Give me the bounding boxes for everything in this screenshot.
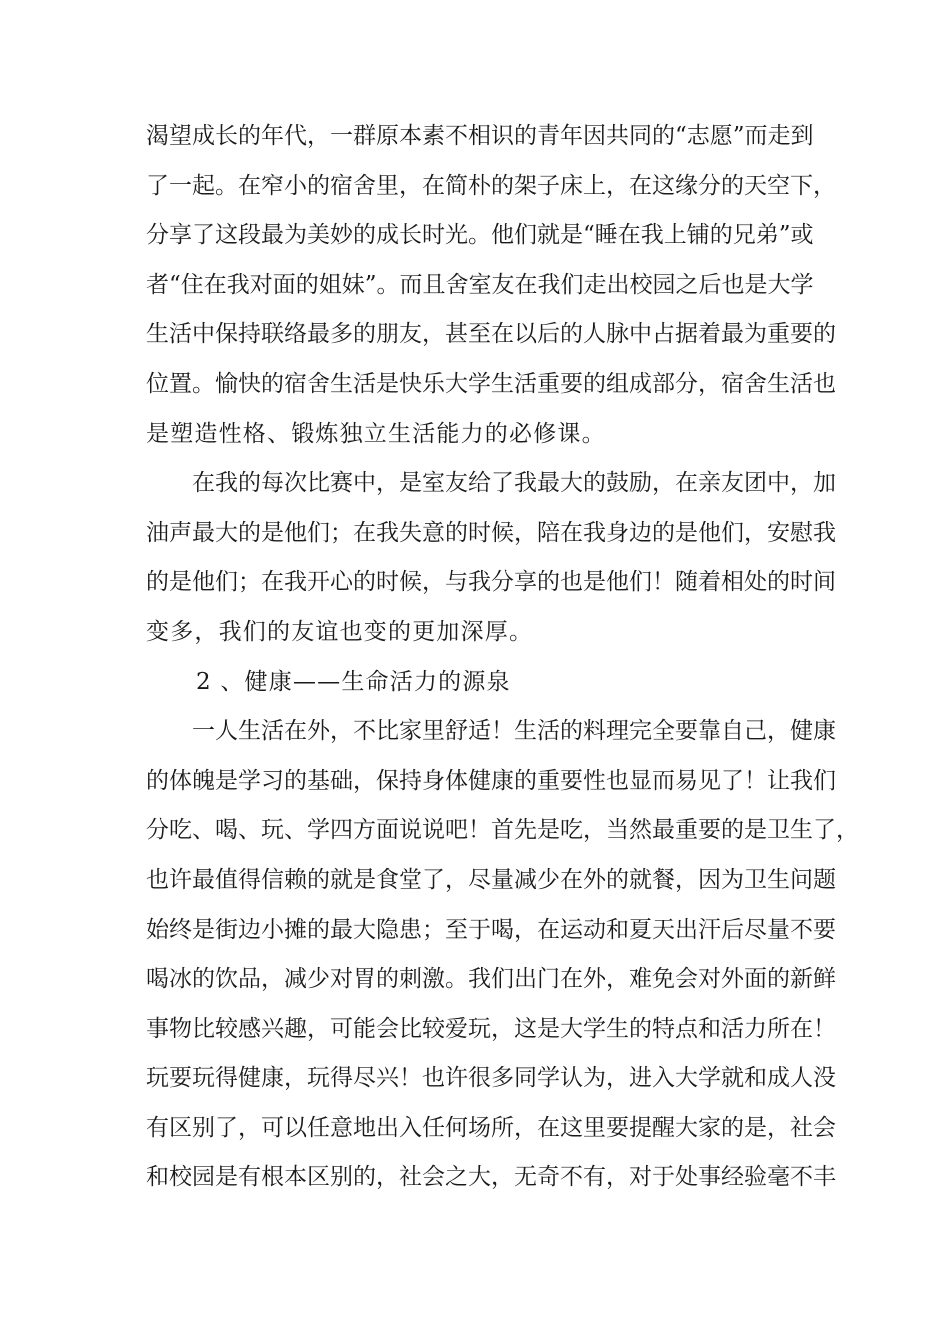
text-line: 的体魄是学习的基础，保持身体健康的重要性也显而易见了！让我们 [146, 767, 836, 794]
paragraph-roommates [146, 459, 836, 657]
paragraph-dormitory [146, 112, 836, 459]
text-line: 油声最大的是他们；在我失意的时候，陪在我身边的是他们，安慰我 [146, 519, 836, 546]
section-heading-text: 2 、健康——生命活力的源泉 [196, 668, 511, 695]
text-line: 渴望成长的年代，一群原本素不相识的青年因共同的“志愿”而走到 [146, 123, 814, 149]
paragraph-health [146, 707, 859, 1203]
text-line: 玩要玩得健康，玩得尽兴！也许很多同学认为，进入大学就和成人没 [146, 1065, 836, 1092]
text-line: 变多，我们的友谊也变的更加深厚。 [146, 618, 534, 645]
text-line: 始终是街边小摊的最大隐患；至于喝，在运动和夏天出汗后尽量不要 [146, 916, 836, 943]
text-line: 分吃、喝、玩、学四方面说说吧！首先是吃，当然最重要的是卫生了， [146, 817, 859, 844]
section-heading [146, 658, 808, 708]
text-line: 是塑造性格、锻炼独立生活能力的必修课。 [146, 420, 606, 447]
text-line: 者“住在我对面的姐妹”。而且舍室友在我们走出校园之后也是大学 [146, 271, 814, 298]
text-line: 和校园是有根本区别的，社会之大，无奇不有，对于处事经验毫不丰 [146, 1164, 836, 1191]
document-body [146, 112, 859, 1203]
text-line: 的是他们；在我开心的时候，与我分享的也是他们！随着相处的时间 [146, 569, 836, 596]
text-line: 一人生活在外，不比家里舒适！生活的料理完全要靠自己，健康 [192, 718, 836, 745]
text-line: 生活中保持联络最多的朋友，甚至在以后的人脉中占据着最为重要的 [146, 321, 836, 348]
text-line: 事物比较感兴趣，可能会比较爱玩，这是大学生的特点和活力所在！ [146, 1015, 836, 1042]
text-line: 在我的每次比赛中，是室友给了我最大的鼓励，在亲友团中，加 [192, 470, 836, 497]
text-line: 喝冰的饮品，减少对胃的刺激。我们出门在外，难免会对外面的新鲜 [146, 966, 836, 993]
text-line: 也许最值得信赖的就是食堂了，尽量减少在外的就餐，因为卫生问题 [146, 866, 836, 893]
text-line: 分享了这段最为美妙的成长时光。他们就是“睡在我上铺的兄弟”或 [146, 222, 814, 249]
text-line: 有区别了，可以任意地出入任何场所，在这里要提醒大家的是，社会 [146, 1114, 836, 1141]
text-line: 了一起。在窄小的宿舍里，在简朴的架子床上，在这缘分的天空下， [146, 172, 836, 199]
text-line: 位置。愉快的宿舍生活是快乐大学生活重要的组成部分，宿舍生活也 [146, 370, 836, 397]
